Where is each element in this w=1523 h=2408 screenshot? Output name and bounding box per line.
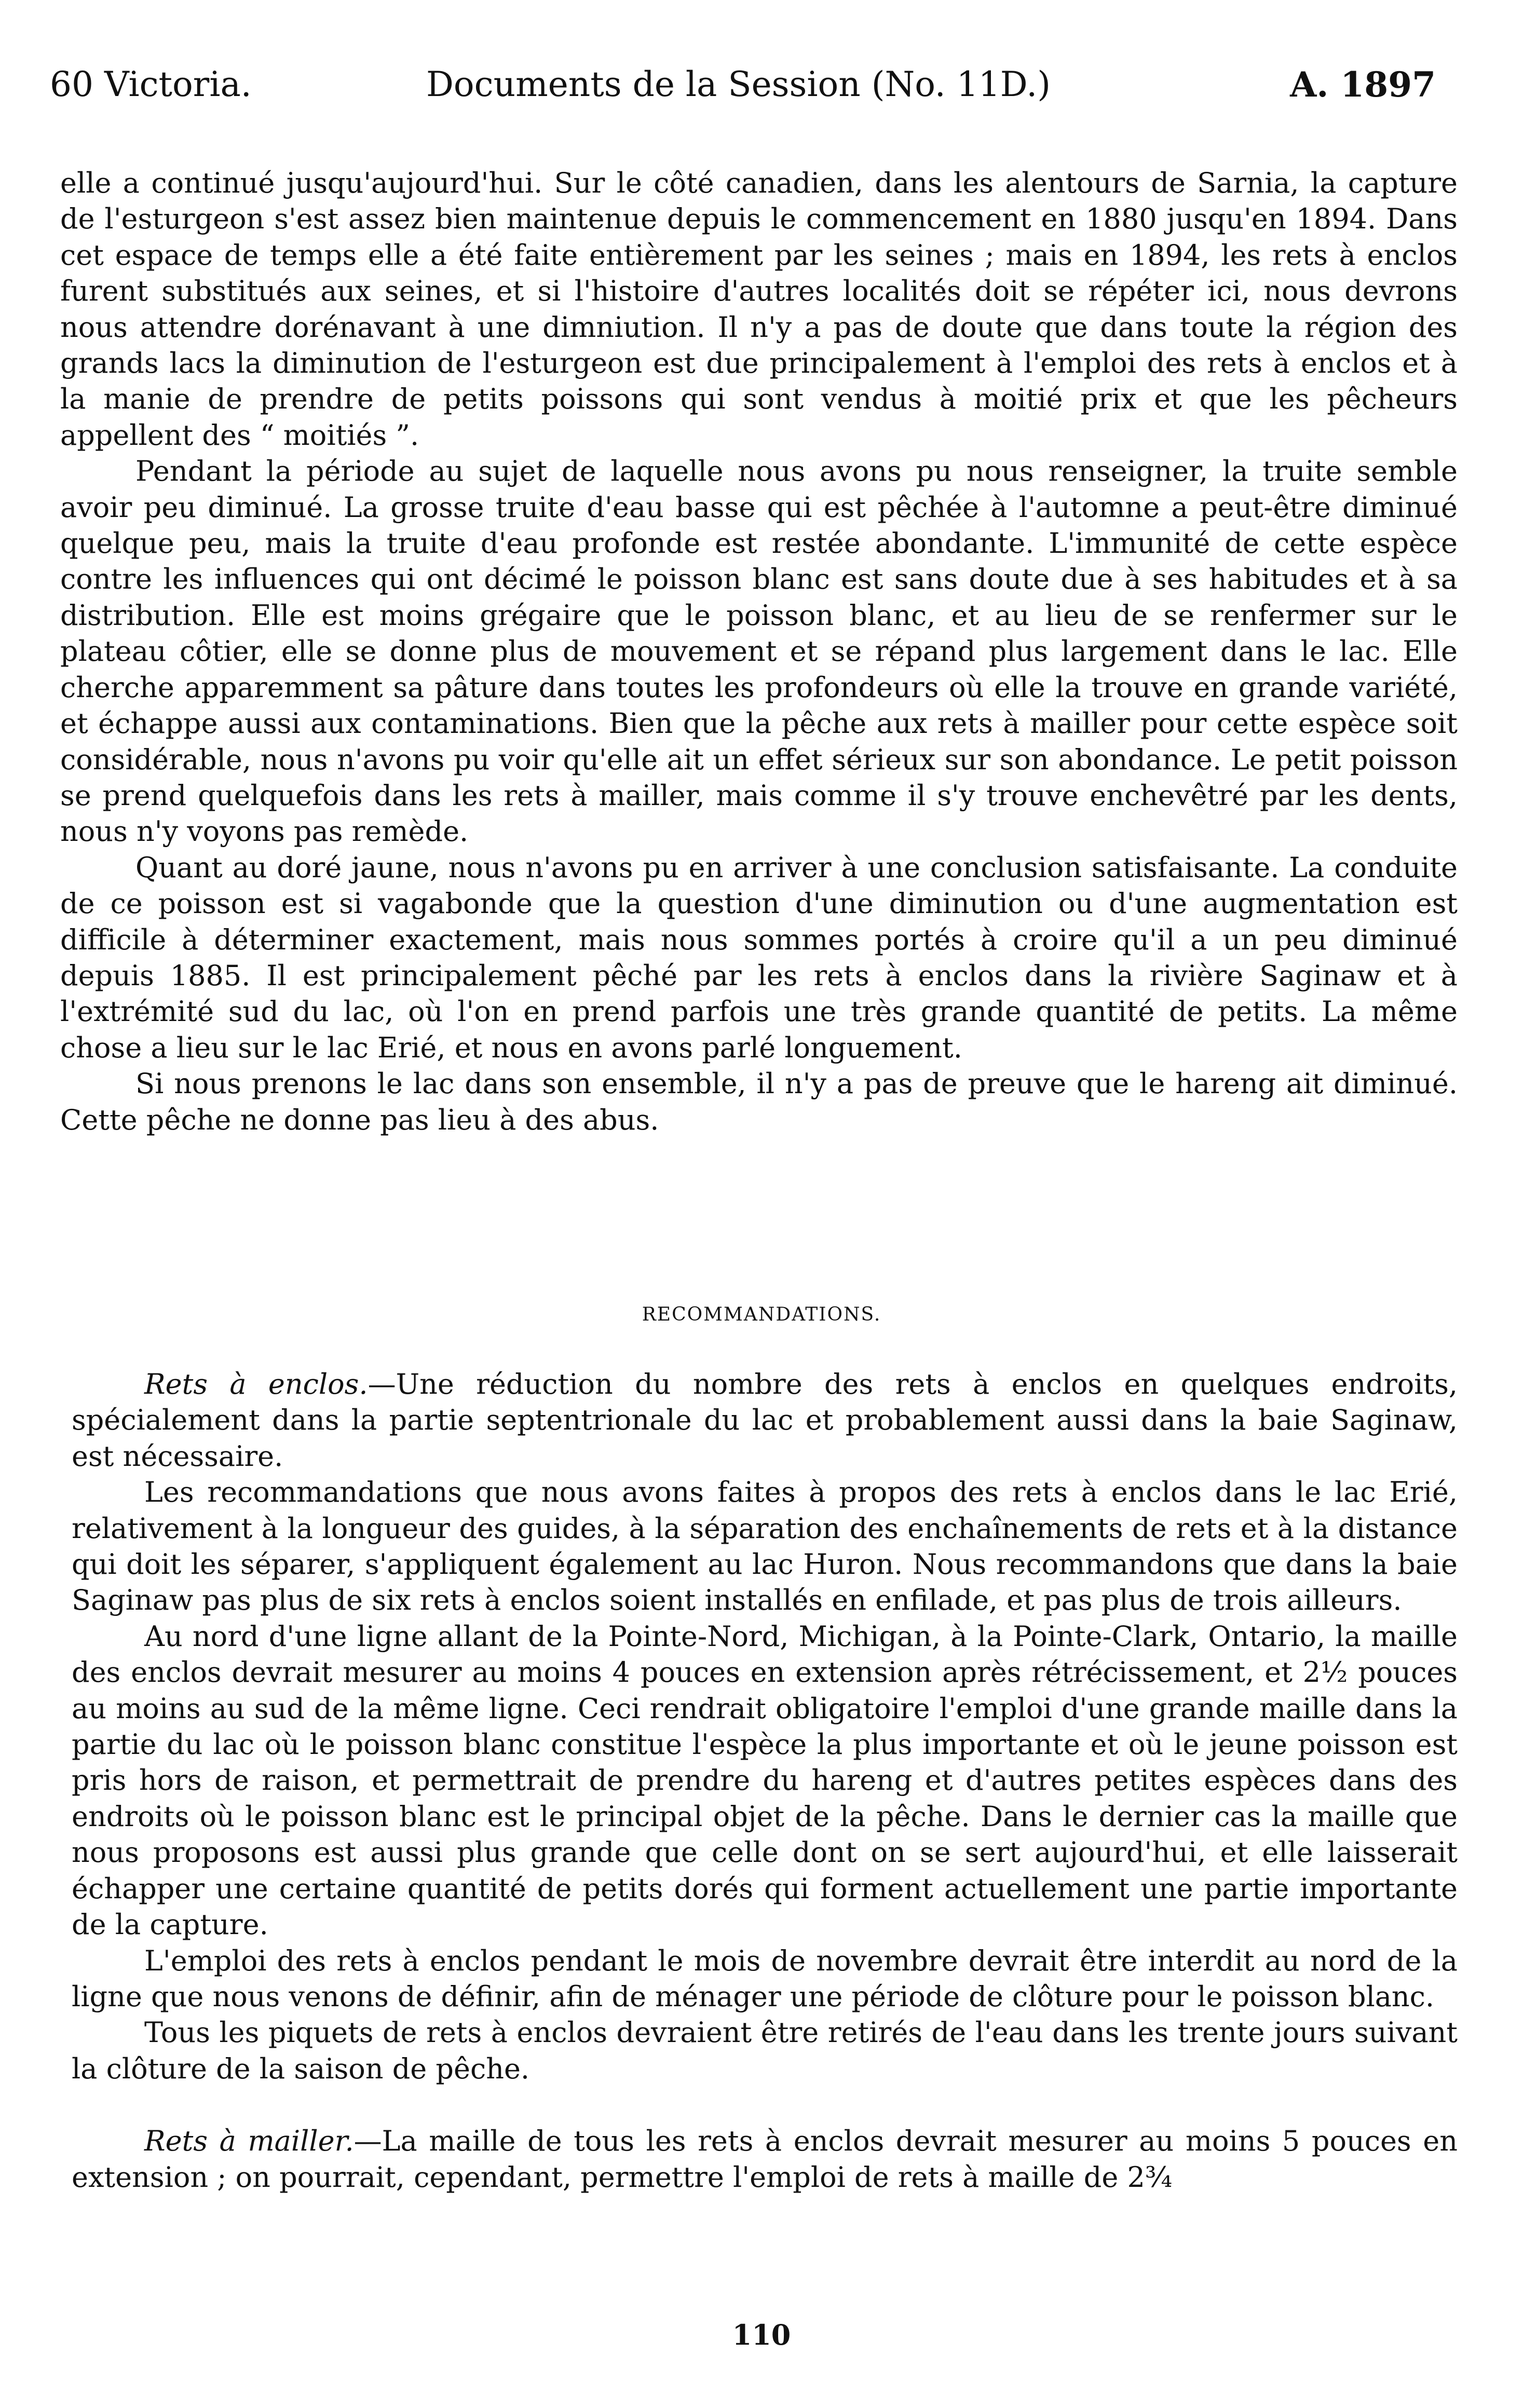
running-header xyxy=(50,61,1436,108)
page-number: 110 xyxy=(732,2318,791,2351)
reco-rets-a-mailler-title: Rets à mailler. xyxy=(144,2125,354,2158)
header-year: A. 1897 xyxy=(1290,64,1436,105)
reco-rets-a-mailler-text: —La maille de tous les rets à enclos devrait mesurer au moins 5 pouces en extension ; on pourrait, cependant, permettre l'emploi de rets à maille de 2¾ xyxy=(72,2125,1458,2194)
reco-paragraph-guides: Les recommandations que nous avons faites à propos des rets à enclos dans le lac Erié, relativement à la longueur des guides, à la séparation des enchaînements de rets et à la distance qui doit les séparer, s'appliquent également au lac Huron. Nous recommandons que dans la baie Saginaw pas plus de six rets à enclos soient installés en enfilade, et pas plus de trois ailleurs. xyxy=(72,1476,1458,1617)
header-regnal-year: 60 Victoria. xyxy=(50,64,252,104)
recommendations-section xyxy=(72,1366,1458,2195)
paragraph-truite: Pendant la période au sujet de laquelle nous avons pu nous renseigner, la truite semble avoir peu diminué. La grosse truite d'eau basse qui est pêchée à l'automne a peut-être diminué quelque peu, mais la truite d'eau profonde est restée abondante. L'immunité de cette espèce contre les influences qui ont décimé le poisson blanc est sans doute due à ses habitudes et à sa distribution. Elle est moins grégaire que le poisson blanc, et au lieu de se renfermer sur le plateau côtier, elle se donne plus de mouvement et se répand plus largement dans le lac. Elle cherche apparemment sa pâture dans toutes les profondeurs où elle la trouve en grande variété, et échappe aussi aux contaminations. Bien que la pêche aux rets à mailler pour cette espèce soit considérable, nous n'avons pu voir qu'elle ait un effet sérieux sur son abondance. Le petit poisson se prend quelquefois dans les rets à mailler, mais comme il s'y trouve enchevêtré par les dents, nous n'y voyons pas remède. xyxy=(60,455,1458,848)
main-text xyxy=(60,165,1458,1138)
paragraph-esturgeon: elle a continué jusqu'aujourd'hui. Sur le côté canadien, dans les alentours de Sarnia, la capture de l'esturgeon s'est assez bien maintenue depuis le commencement en 1880 jusqu'en 1894. Dans cet espace de temps elle a été faite entièrement par les seines ; mais en 1894, les rets à enclos furent substitués aux seines, et si l'histoire d'autres localités doit se répéter ici, nous devrons nous attendre dorénavant à une dimniution. Il n'y a pas de doute que dans toute la région des grands lacs la diminution de l'esturgeon est due principalement à l'emploi des rets à enclos et à la manie de prendre de petits poissons qui sont vendus à moitié prix et que les pêcheurs appellent des “ moitiés ”. xyxy=(60,167,1458,452)
reco-rets-a-enclos-title: Rets à enclos. xyxy=(144,1368,368,1400)
reco-rets-a-enclos-text: —Une réduction du nombre des rets à enclos en quelques endroits, spécialement dans la partie septentrionale du lac et probablement aussi dans la baie Saginaw, est nécessaire. xyxy=(72,1368,1458,1473)
header-title: Documents de la Session (No. 11D.) xyxy=(426,64,1051,104)
reco-paragraph-maille: Au nord d'une ligne allant de la Pointe-Nord, Michigan, à la Pointe-Clark, Ontario, la maille des enclos devrait mesurer au moins 4 pouces en extension après rétrécissement, et 2½ pouces au moins au sud de la même ligne. Ceci rendrait obligatoire l'emploi d'une grande maille dans la partie du lac où le poisson blanc constitue l'espèce la plus importante et où le jeune poisson est pris hors de raison, et permettrait de prendre du hareng et d'autres petites espèces dans des endroits où le poisson blanc est le principal objet de la pêche. Dans le dernier cas la maille que nous proposons est aussi plus grande que celle dont on se sert aujourd'hui, et elle laisserait échapper une certaine quantité de petits dorés qui forment actuellement une partie importante de la capture. xyxy=(72,1620,1458,1941)
reco-rets-a-enclos xyxy=(72,1366,1458,1474)
reco-rets-a-mailler xyxy=(72,2123,1458,2195)
paragraph-hareng: Si nous prenons le lac dans son ensemble, il n'y a pas de preuve que le hareng ait diminué. Cette pêche ne donne pas lieu à des abus. xyxy=(60,1067,1458,1136)
reco-paragraph-novembre: L'emploi des rets à enclos pendant le mois de novembre devrait être interdit au nord de la ligne que nous venons de définir, afin de ménager une période de clôture pour le poisson blanc. xyxy=(72,1944,1458,2013)
section-heading: RECOMMANDATIONS. xyxy=(642,1304,881,1325)
paragraph-dore-jaune: Quant au doré jaune, nous n'avons pu en arriver à une conclusion satisfaisante. La conduite de ce poisson est si vagabonde que la question d'une diminution ou d'une augmentation est difficile à déterminer exactement, mais nous sommes portés à croire qu'il a un peu diminué depuis 1885. Il est principalement pêché par les rets à enclos dans la rivière Saginaw et à l'extrémité sud du lac, où l'on en prend parfois une très grande quantité de petits. La même chose a lieu sur le lac Erié, et nous en avons parlé longuement. xyxy=(60,851,1458,1064)
reco-paragraph-piquets: Tous les piquets de rets à enclos devraient être retirés de l'eau dans les trente jours suivant la clôture de la saison de pêche. xyxy=(72,2016,1458,2085)
